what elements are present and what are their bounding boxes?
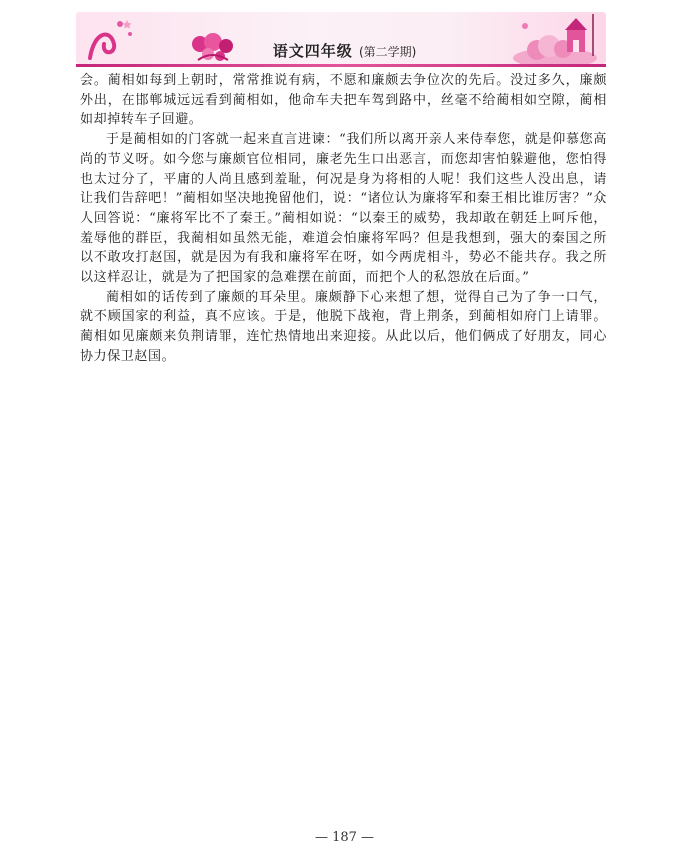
book-title: 语文四年级 [272,42,353,60]
paragraph: 蔺相如的话传到了廉颇的耳朵里。廉颇静下心来想了想，觉得自己为了争一口气，就不顾国家的利益，真不应该。于是，他脱下战袍，背上荆条，到蔺相如府门上请罪。蔺相如见廉颇来负荆请罪，连忙热情地出来迎接。从此以后，他们俩成了好朋友，同心协力保卫赵国。 [80,289,607,364]
pink-dot [522,23,528,29]
book-subtitle: (第二学期) [358,45,417,59]
header-rule [76,64,606,67]
paragraph: 会。蔺相如每到上朝时，常常推说有病，不愿和廉颇去争位次的先后。没过多久，廉颇外出，在邯郸城远远看到蔺相如，他命车夫把车驾到路中，丝毫不给蔺相如空隙，蔺相如却掉转车子回避。 [80,73,607,128]
page-header [0,40,689,61]
pink-dot [128,32,132,36]
pink-dot [117,21,123,27]
body-text [80,71,607,367]
star-icon [122,20,131,29]
paragraph: 于是蔺相如的门客就一起来直言进谏：“我们所以离开亲人来侍奉您，就是仰慕您高尚的节义呀。如今您与廉颇官位相同，廉老先生口出恶言，而您却害怕躲避他，您怕得也太过分了，平庸的人尚且感到羞耻，何况是身为将相的人呢！我们这些人没出息，请让我们告辞吧！”蔺相如坚决地挽留他们，说：“诸位认为廉将军和秦王相比谁厉害？”众人回答说：“廉将军比不了秦王。”蔺相如说：“以秦王的威势，我却敢在朝廷上呵斥他，羞辱他的群臣，我蔺相如虽然无能，难道会怕廉将军吗？但是我想到，强大的秦国之所以不敢攻打赵国，就是因为有我和廉将军在呀，如今两虎相斗，势必不能共存。我之所以这样忍让，就是为了把国家的急难摆在前面，而把个人的私怨放在后面。” [80,132,607,286]
page-number: — 187 — [314,830,375,845]
